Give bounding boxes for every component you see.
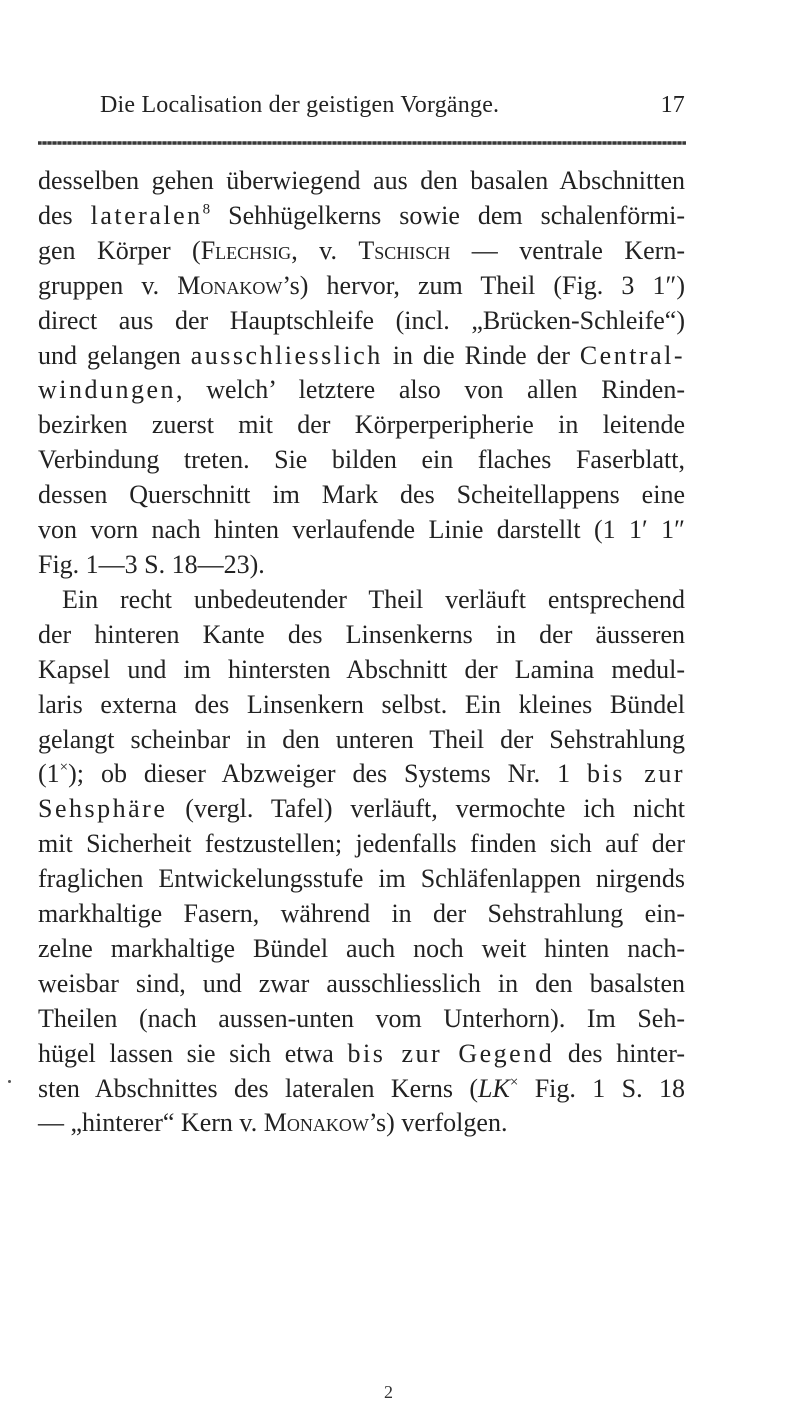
text-line: (1×); ob dieser Abzweiger des Systems Nr. 1 bis zur bbox=[38, 759, 685, 789]
text-line: fraglichen Entwickelungsstufe im Schläfenlappen nirgends bbox=[38, 864, 685, 894]
text-line: Kapsel und im hintersten Abschnitt der Lamina medul- bbox=[38, 654, 685, 684]
text-line: Verbindung treten. Sie bilden ein flaches Faserblatt, bbox=[38, 445, 685, 475]
header-title: Die Localisation der geistigen Vorgänge. bbox=[100, 92, 500, 118]
decorative-wavy-rule bbox=[38, 140, 686, 146]
page-number: 17 bbox=[660, 92, 685, 118]
text-line: zelne markhaltige Bündel auch noch weit hinten nach- bbox=[38, 933, 685, 963]
text-line: gelangt scheinbar in den unteren Theil der Sehstrahlung bbox=[38, 724, 685, 754]
text-line: markhaltige Fasern, während in der Sehstrahlung ein- bbox=[38, 899, 685, 929]
text-line: des lateralen$^8$ Sehhügelkerns sowie dem schalenförmi- bbox=[38, 200, 685, 230]
stray-ink-dot bbox=[8, 1080, 11, 1083]
text-line: der hinteren Kante des Linsenkerns in der äusseren bbox=[38, 619, 685, 649]
text-line: windungen, welch’ letztere also von allen Rinden- bbox=[38, 375, 685, 405]
text-line: desselben gehen überwiegend aus den basalen Abschnitten bbox=[38, 166, 685, 195]
text-line: Ein recht unbedeutender Theil verläuft entsprechend bbox=[62, 584, 685, 614]
text-line: Sehsphäre (vergl. Tafel) verläuft, vermochte ich nicht bbox=[38, 794, 685, 824]
text-line: sten Abschnittes des lateralen Kerns (LK× Fig. 1 S. 18 bbox=[38, 1073, 685, 1103]
text-line: gen Körper (Flechsig, v. Tschisch — ventrale Kern- bbox=[38, 235, 685, 265]
text-line: weisbar sind, und zwar ausschliesslich in den basalsten bbox=[38, 968, 685, 998]
text-line: gruppen v. Monakow’s) hervor, zum Theil (Fig. 3 1″) bbox=[38, 270, 685, 300]
text-line: hügel lassen sie sich etwa bis zur Gegend des hinter- bbox=[38, 1038, 685, 1068]
footnote-ref: 8 bbox=[202, 201, 211, 218]
text-line: mit Sicherheit festzustellen; jedenfalls finden sich auf der bbox=[38, 829, 685, 859]
text-line: dessen Querschnitt im Mark des Scheitellappens eine bbox=[38, 480, 685, 510]
text-line: und gelangen ausschliesslich in die Rinde der Central- bbox=[38, 340, 686, 370]
text-line: laris externa des Linsenkern selbst. Ein kleines Bündel bbox=[38, 689, 685, 719]
text-line: direct aus der Hauptschleife (incl. „Brücken-Schleife“) bbox=[38, 305, 685, 335]
signature-mark: 2 bbox=[384, 1382, 393, 1402]
text-line: — „hinterer“ Kern v. Monakow’s) verfolgen. bbox=[38, 1108, 508, 1138]
body-text bbox=[38, 164, 685, 1141]
text-line: Fig. 1—3 S. 18—23). bbox=[38, 549, 265, 579]
text-line: bezirken zuerst mit der Körperperipherie in leitende bbox=[38, 410, 685, 440]
text-line: Theilen (nach aussen-unten vom Unterhorn). Im Seh- bbox=[38, 1003, 685, 1033]
text-line: von vorn nach hinten verlaufende Linie darstellt (1 1′ 1″ bbox=[38, 515, 685, 545]
